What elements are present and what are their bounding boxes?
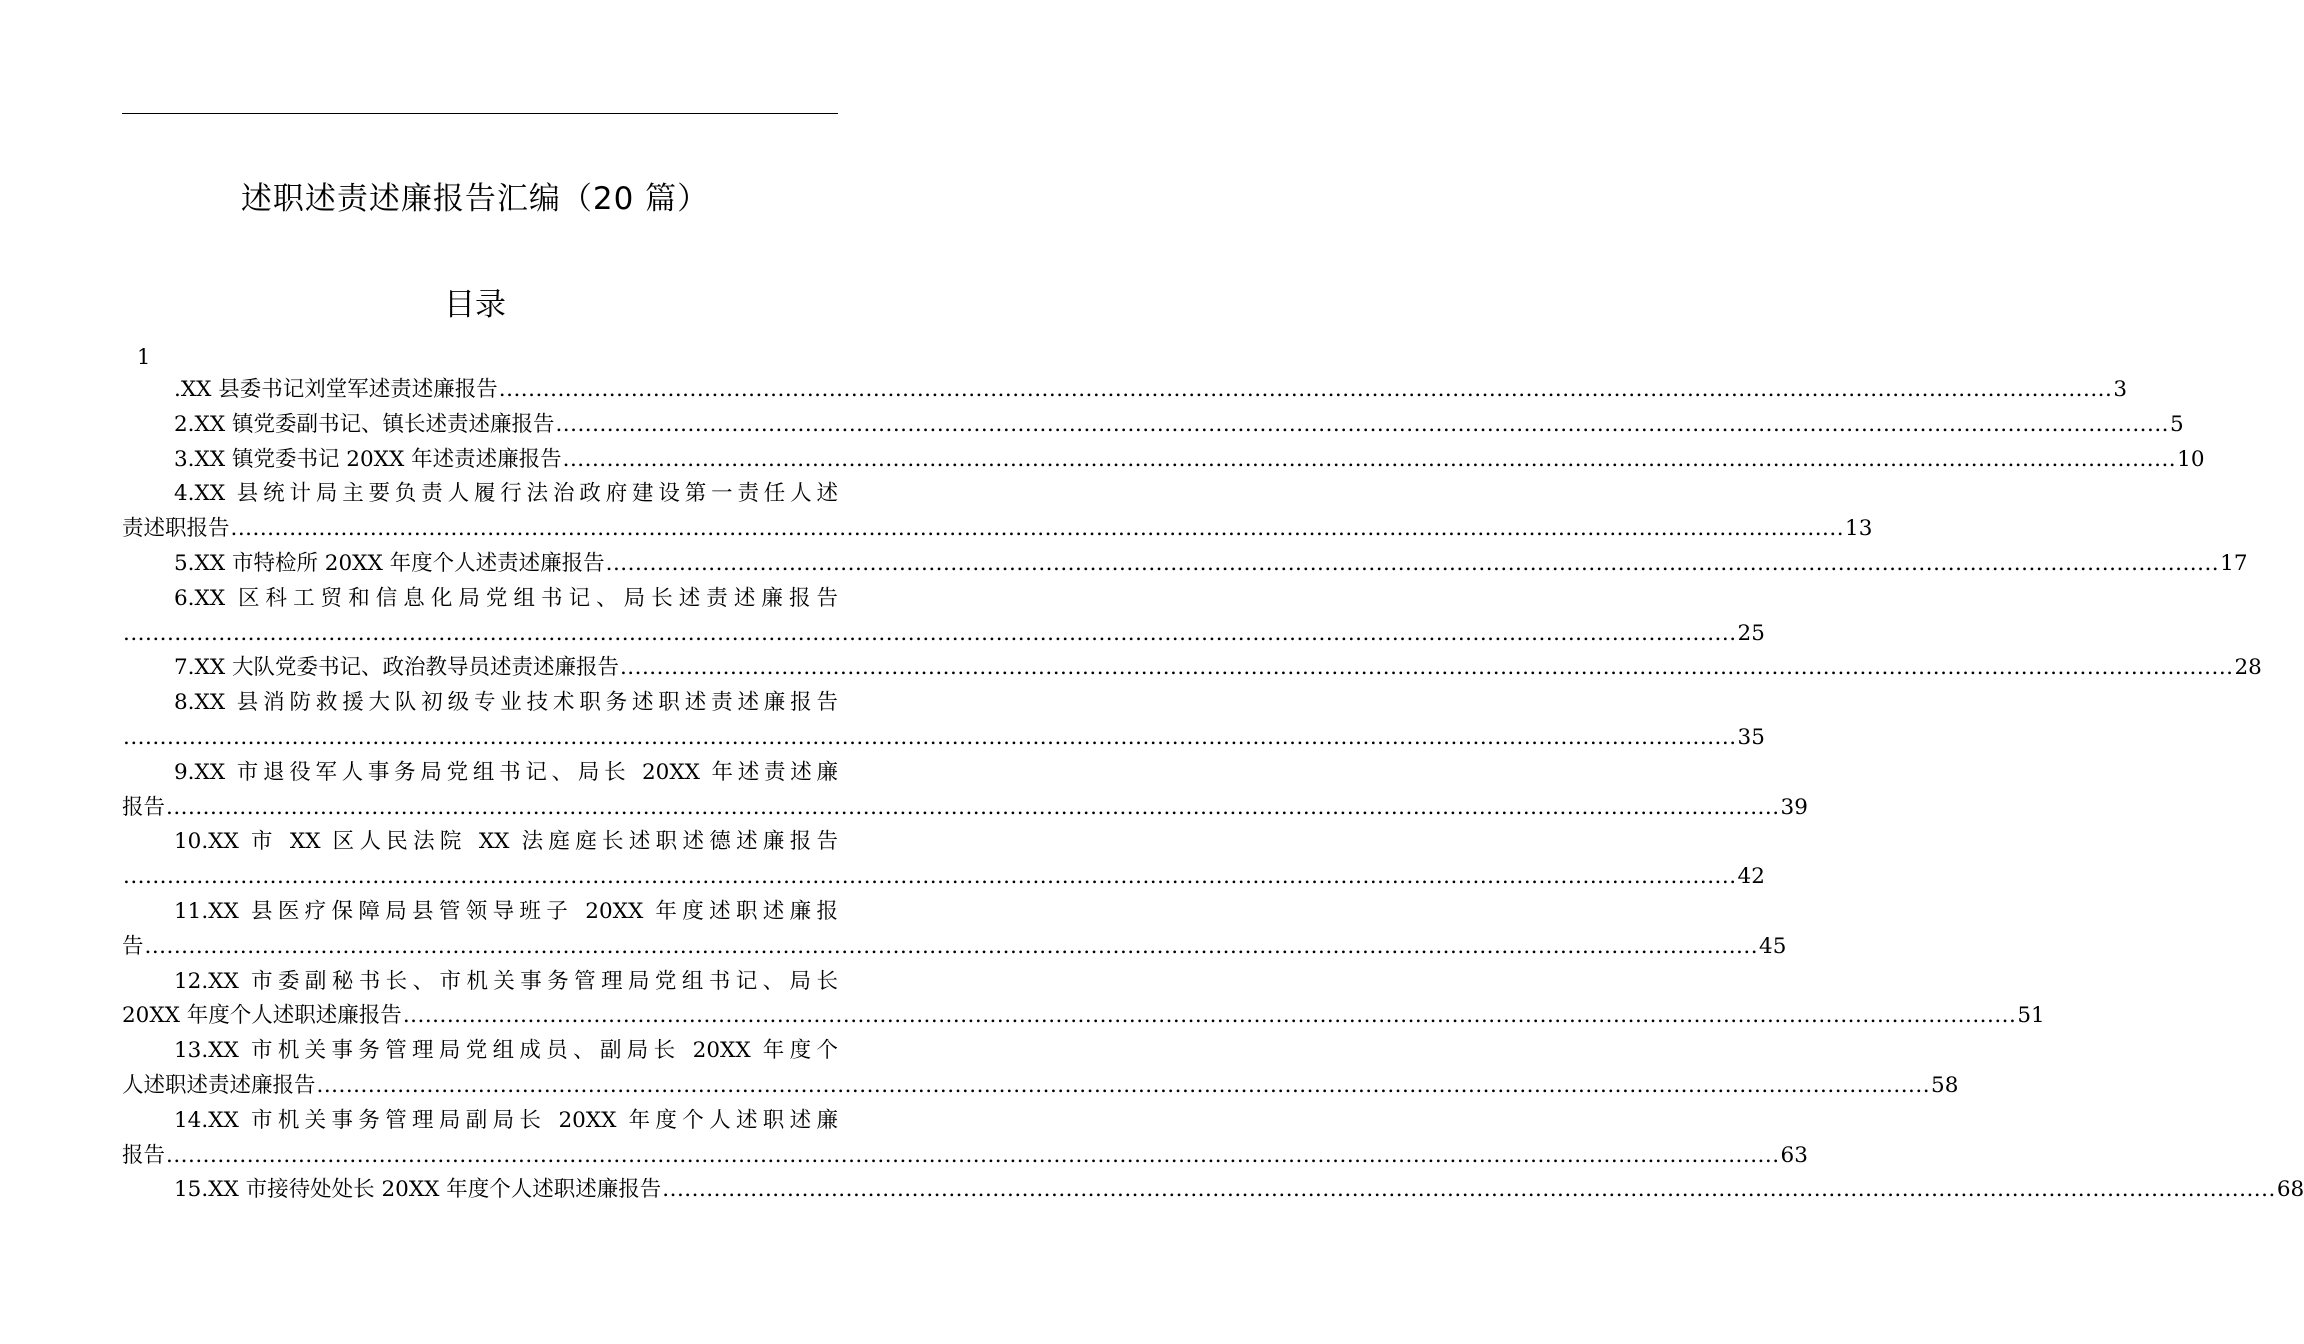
toc-page-number: 25 (1737, 620, 1765, 646)
document-title: 述职述责述廉报告汇编（20 篇） (240, 181, 710, 217)
toc-leader-dots: ............................................................................................................................................................................................................................ (555, 411, 2169, 437)
header-rule (122, 113, 838, 114)
toc-entry-title: 责述职报告 (122, 516, 230, 542)
toc-page-number: 45 (1759, 933, 1787, 959)
toc-entry-title: 2.XX 镇党委副书记、镇长述责述廉报告 (174, 411, 555, 437)
toc-page-number: 28 (2234, 655, 2262, 681)
toc-leader-dots: ............................................................................................................................................................................................................................ (662, 1177, 2276, 1203)
toc-entry[interactable] (122, 617, 1765, 652)
toc-page-number: 58 (1931, 1072, 1959, 1098)
toc-entry[interactable] (122, 408, 2184, 443)
toc-entry-title[interactable]: 12.XX 市委副秘书长、市机关事务管理局党组书记、局长 (174, 968, 838, 994)
toc-mark: 1 (137, 345, 151, 369)
toc-leader-dots: ............................................................................................................................................................................................................................ (123, 864, 1737, 890)
toc-leader-dots: ............................................................................................................................................................................................................................ (498, 377, 2113, 402)
toc-page-number: 5 (2170, 411, 2184, 437)
toc-entry-title: .XX 县委书记刘堂军述责述廉报告 (174, 377, 498, 402)
toc-leader-dots: ............................................................................................................................................................................................................................ (619, 655, 2234, 681)
toc-entry[interactable] (122, 651, 2262, 686)
toc-entry-title[interactable]: 11.XX 县医疗保障局县管领导班子 20XX 年度述职述廉报 (174, 898, 838, 924)
toc-leader-dots: ............................................................................................................................................................................................................................ (605, 550, 2220, 576)
toc-entry-title: 报告 (122, 1142, 166, 1168)
toc-page-number: 42 (1737, 864, 1765, 890)
toc-leader-dots: ............................................................................................................................................................................................................................ (166, 794, 1780, 820)
toc-entry-title: 7.XX 大队党委书记、政治教导员述责述廉报告 (174, 655, 619, 681)
toc-entry-title: 20XX 年度个人述职述廉报告 (122, 1003, 402, 1029)
toc-page-number: 39 (1780, 794, 1808, 820)
toc-entry[interactable] (122, 860, 1765, 895)
toc-entry-title[interactable]: 6.XX 区科工贸和信息化局党组书记、局长述责述廉报告 (174, 585, 838, 611)
toc-entry[interactable] (122, 721, 1765, 756)
toc-heading: 目录 (444, 287, 506, 323)
toc-entry[interactable] (122, 547, 2248, 582)
toc-leader-dots: ............................................................................................................................................................................................................................ (123, 620, 1737, 646)
toc-entry-title: 人述职述责述廉报告 (122, 1072, 316, 1098)
toc-entry-title[interactable]: 13.XX 市机关事务管理局党组成员、副局长 20XX 年度个 (174, 1038, 838, 1064)
toc-leader-dots: ............................................................................................................................................................................................................................ (230, 516, 1845, 542)
toc-leader-dots: ............................................................................................................................................................................................................................ (562, 446, 2177, 472)
toc-entry-title[interactable]: 9.XX 市退役军人事务局党组书记、局长 20XX 年述责述廉 (174, 759, 838, 785)
toc-leader-dots: ............................................................................................................................................................................................................................ (166, 1142, 1780, 1168)
toc-page-number: 35 (1737, 724, 1765, 750)
toc-entry-title[interactable]: 14.XX 市机关事务管理局副局长 20XX 年度个人述职述廉 (174, 1107, 838, 1133)
toc-leader-dots: ............................................................................................................................................................................................................................ (144, 933, 1759, 959)
toc-entry[interactable] (122, 791, 1808, 826)
toc-leader-dots: ............................................................................................................................................................................................................................ (316, 1072, 1931, 1098)
toc-page-number: 17 (2220, 550, 2248, 576)
toc-page-number: 68 (2276, 1177, 2304, 1203)
toc-entry[interactable] (122, 512, 1873, 547)
toc-page-number: 3 (2113, 377, 2128, 402)
toc-page-number: 51 (2017, 1003, 2045, 1029)
toc-leader-dots: ............................................................................................................................................................................................................................ (123, 724, 1737, 750)
toc-entry-title: 5.XX 市特检所 20XX 年度个人述责述廉报告 (174, 550, 605, 576)
toc-entry[interactable] (122, 930, 1787, 965)
toc-entry-title[interactable]: 4.XX 县统计局主要负责人履行法治政府建设第一责任人述 (174, 481, 838, 507)
toc-entry-title: 告 (122, 933, 144, 959)
toc-entry-title: 15.XX 市接待处处长 20XX 年度个人述职述廉报告 (174, 1177, 662, 1203)
toc-entry[interactable] (122, 999, 2045, 1034)
table-of-contents (122, 373, 2304, 1208)
toc-entry[interactable] (122, 1069, 1959, 1104)
toc-entry[interactable] (122, 1139, 1808, 1174)
toc-entry-title: 3.XX 镇党委书记 20XX 年述责述廉报告 (174, 446, 562, 472)
toc-page-number: 63 (1780, 1142, 1808, 1168)
toc-page-number: 13 (1845, 516, 1873, 542)
toc-entry[interactable] (122, 1173, 2304, 1208)
toc-entry[interactable] (122, 443, 2205, 478)
toc-page-number: 10 (2177, 446, 2205, 472)
toc-entry[interactable] (122, 373, 2128, 408)
toc-entry-title: 报告 (122, 794, 166, 820)
toc-entry-title[interactable]: 10.XX 市 XX 区人民法院 XX 法庭庭长述职述德述廉报告 (174, 829, 838, 855)
toc-leader-dots: ............................................................................................................................................................................................................................ (402, 1003, 2017, 1029)
toc-entry-title[interactable]: 8.XX 县消防救援大队初级专业技术职务述职述责述廉报告 (174, 690, 838, 716)
